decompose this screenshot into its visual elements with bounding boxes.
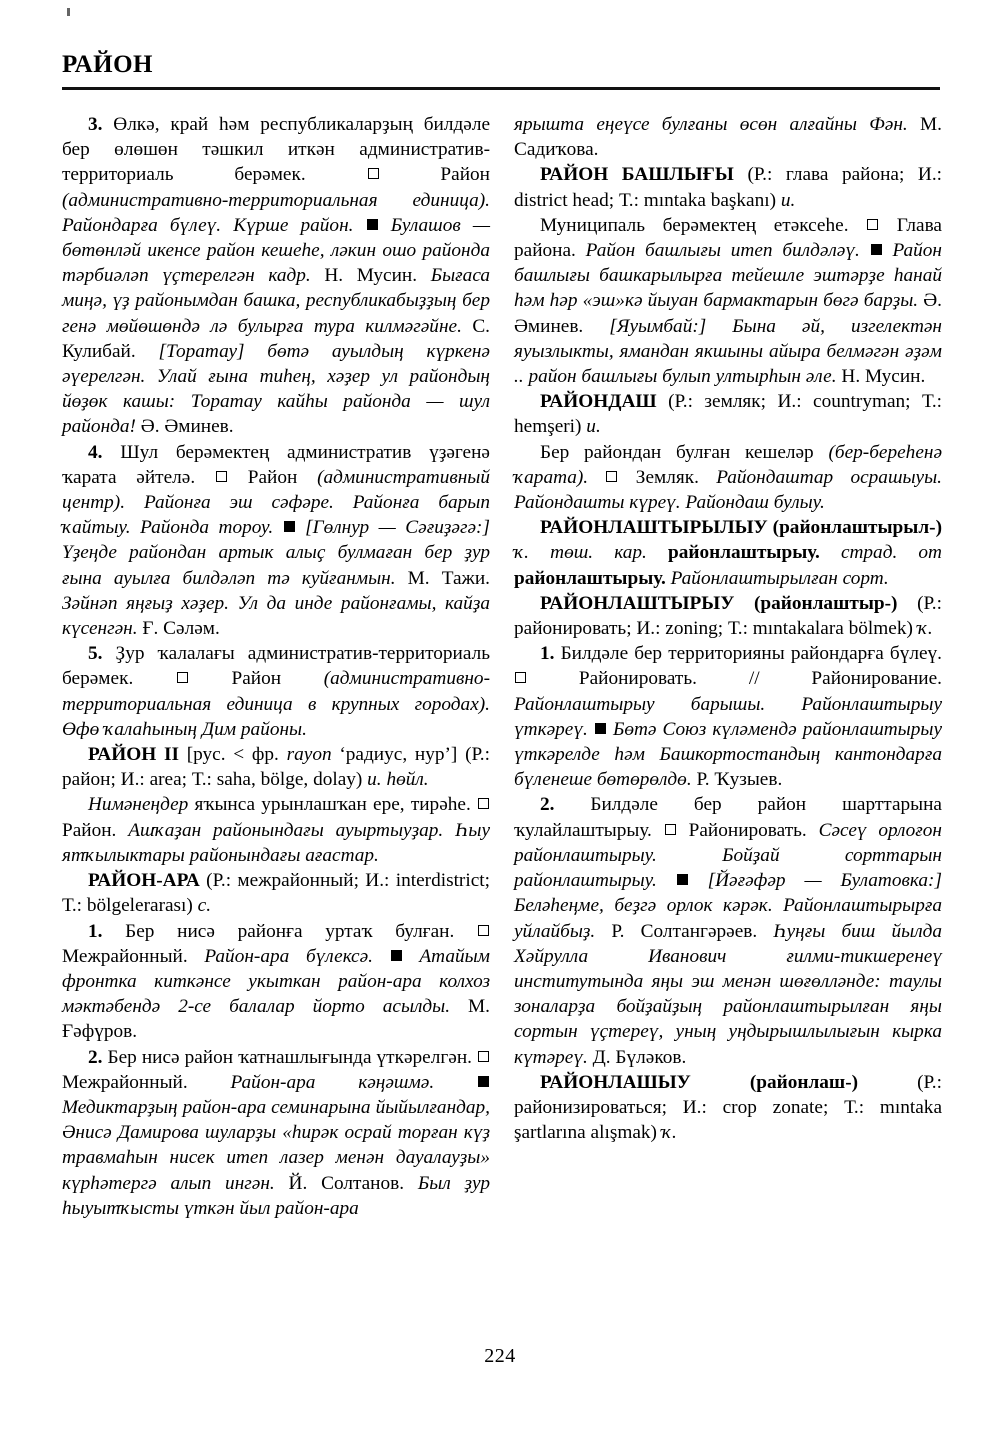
carryover-paragraph (514, 112, 942, 162)
sense-number: 1. (540, 643, 555, 665)
sense-definition: Билдәле бер территорияны райондарға бүлеү. (560, 643, 942, 665)
open-square-marker (515, 672, 526, 683)
sense-gloss-italic: Район-ара кәңәшмә. (230, 1071, 435, 1093)
entry-sense-3: 3. Өлкә, край һәм республикаларҙың билдәле бер өлөшөн тәшкил иткән административ-территориаль берәмек. Район (административно-территориальная единица). Райондарға бүлеү. Күрше район. Булашов — бөтөнләй икенсе район кешеһе, ләкин ошо районда тәрбиәләп үҫтерелгән кадр. Н. Мусин. Бығаса миңә, үҙ районымдан башка, республикабыҙҙың бер генә мөйөшөндә лә булырға тура килмәгәйне. С. Кулибай. [Торатау] бөтә ауылдың күркенә әүерелгән. Улай ғына тиһең, хәҙер ул райондың йөҙөк кашы: Торатау кайһы районда — шул районда! Ә. Әминев. (62, 114, 491, 438)
page-number: 224 (484, 1345, 516, 1367)
sense-number: 5. (88, 643, 103, 665)
filled-square-marker (871, 244, 882, 255)
citation-author: Р. Ҡузыев. (696, 769, 783, 791)
entry-rayonlashyu (514, 1070, 942, 1146)
entry-rayonlashtyryu-sense-1: 1. Билдәле бер территорияны райондарға бүлеү. Районировать. // Районирование. Районлаштырыу барышы. Районлаштырыу үткәреү. Бөтә Союз күләмендә районлаштырыу үткәрелде һәм Башкортостандың кантондарға бүленеше бөтөрөлдө. Р. Ҡузыев. (514, 643, 942, 791)
open-square-marker (665, 824, 676, 835)
cross-reference: районлаштырыу. (668, 542, 820, 564)
entry-sense-5: 5. Ҙур ҡалалағы административ-территориаль берәмек. Район (административно-территориальная единица в крупных городах). Өфө ҡалаһының Дим районы. (62, 643, 491, 740)
entry-rayon-ara (62, 868, 490, 918)
part-of-speech: ҡ. (661, 1122, 677, 1144)
sense-definition: Билдәле бер район шарттарына ҡулайлаштырыу. (514, 794, 942, 841)
sense-definition: Бер нисә район ҡатнашлығында үткәрелгән. (107, 1046, 472, 1068)
headword: РАЙОНЛАШЫУ (540, 1071, 691, 1093)
example: Районлаштырылған сорт. (670, 567, 889, 589)
definition-qualifier: (бер-береһенә ҡарата). (514, 441, 942, 488)
sense-number: 2. (88, 1046, 103, 1068)
citation-author-1: М. Тажи. (407, 567, 491, 589)
open-square-marker (177, 672, 188, 683)
citation-author-1: Н. Мусин. (324, 265, 418, 287)
citation-author-2: С. Кулибай. (62, 315, 490, 362)
sense-gloss-italic: Райондаштар осрашыуы. Райондашты күреү. Райондаш булыу. (514, 466, 942, 514)
russian-cross-reference: районлаштырыу. (514, 567, 666, 589)
headword-stem: (районлаштыр-) (753, 592, 898, 614)
carryover-citation: ярышта еңеүсе булғаны өсөн алғайны Фән. (514, 114, 908, 135)
russian-grammar-label: страд. от (840, 542, 942, 564)
entry-rayonlashtyryu (514, 591, 942, 641)
citation-1: Булашов — бөтөнләй икенсе район кешеһе, ләкин ошо районда тәрбиәләп үҫтерелгән кадр. (62, 214, 491, 287)
headword: РАЙОН II (88, 744, 179, 766)
citation: Атайым фронтка киткәнсе укыткан район-ара колхоз мәктәбендә 2-се балалар йорто асылды. (62, 945, 490, 1018)
sense-gloss-italic: Районлаштырыу барышы. Районлаштырыу үткәреү. (514, 693, 942, 740)
sense-definition: Өлкә, край һәм республикаларҙың билдәле бер өлөшөн тәшкил иткән административ-территориаль берәмек. (62, 114, 490, 186)
scan-artifact-speck (67, 8, 70, 16)
headword: РАЙОНЛАШТЫРЫЛЫУ (540, 517, 768, 539)
entry-rayon-ara-sense-2: 2. Бер нисә район ҡатнашлығында үткәрелгән. Межрайонный. Район-ара кәңәшмә. Медиктарҙың район-ара семинарына йыйылғандар, Әнисә Дамирова шуларҙы «һирәк осрай торған күҙ травмаһын нисек итеп лазер менән дауалауҙы» күрһәтергә алып ингән. Й. Солтанов. Был ҙур һыуытҡысты үткән йыл район-ара (62, 1046, 490, 1219)
citation-author: Й. Солтанов. (288, 1172, 405, 1194)
headword-stem: (районлаш-) (749, 1071, 859, 1093)
sense-number: 1. (88, 920, 103, 942)
part-of-speech: и. (780, 189, 796, 211)
citation-2: Бығаса миңә, үҙ районымдан башка, республикабыҙҙың бер генә мөйөшөндә лә булырға тура килмәгәйне. (62, 265, 491, 337)
sense-definition: Шул берәмектең административ үҙәгенә ҡарата әйтелә. (62, 441, 490, 488)
entry-rayondash (514, 389, 942, 439)
etymology-source-word: rayon (286, 744, 332, 766)
sense-number: 4. (88, 441, 103, 463)
sense-number: 3. (88, 114, 103, 135)
entry-rayonlashtyrylyu (514, 515, 942, 591)
citation-2: Зәйнәп яңғыҙ хәҙер. Ул да инде районғамы, кайҙа күсенгән. (62, 592, 490, 640)
citation-author-1: Ә. Әминев. (514, 290, 942, 337)
citation-3: [Торатау] бөтә ауылдың күркенә әүерелгән. Улай ғына тиһең, хәҙер ул райондың йөҙөк кашы: Торатау кайһы районда — шул районда! (62, 340, 490, 438)
headword: РАЙОНДАШ (540, 391, 657, 413)
open-square-marker (216, 471, 227, 482)
citation: Бөтә Союз күләмендә районлаштырыу үткәрелде һәм Башкортостандың кантондарға бүленеше бөтөрөлдө. (514, 718, 942, 791)
filled-square-marker (367, 219, 378, 230)
sense-gloss-italic: (административный центр). Районға эш сәфәре. Районға барып ҡайтыу. Районда тороу. (62, 466, 490, 539)
part-of-speech: с. (197, 895, 212, 917)
entry-rayon-bashlygy-sense: Муниципаль берәмектең етәксеһе. Глава района. Район башлығы итеп билдәләү. Район башлығы башкарылырға тейешле эштәрҙе һанай һәм һәр «эш»кә йыуан бармактарын бөгә барҙы. Ә. Әминев. [Яуымбай:] Бына әй, изгелектән яуызлыкты, ямандан якшыны айыра белмәгән әҙәм .. район башлығы булып ултырһын әле. Н. Мусин. (514, 214, 942, 388)
left-column (62, 112, 490, 1221)
filled-square-marker (284, 521, 295, 532)
part-of-speech: и. (586, 416, 601, 438)
page-header (62, 52, 942, 90)
sense-gloss-italic: Район-ара бүлексә. (204, 945, 373, 967)
citation-author-3: Ә. Әминев. (140, 416, 234, 438)
citation-author: М. Ғәфүров. (62, 996, 490, 1043)
sense-definition: Ҙур ҡалалағы административ-территориаль берәмек. (62, 643, 491, 690)
entry-rayonlashtyryu-sense-2: 2. Билдәле бер район шарттарына ҡулайлаштырыу. Районировать. Сәсеү орлоғон районлаштырыу. Бойҙай сорттарын районлаштырыу. [Йәғәфәр — Булатовка:] Беләһеңме, беҙгә орлок кәрәк. Районлаштырырға уйлайбыҙ. Р. Солтангәрәев. Һуңғы биш йылда Хәйрулла Иванович ғилми-тикшеренеү институтында яңы эш менән шөғөлләнде: таулы зоналарҙа бойҙайҙың районлаштырылған яңы сортын үҫтереү, уның уңдырышлылығын кырка күтәреү. Д. Бүләков. (514, 794, 942, 1068)
filled-square-marker (391, 950, 402, 961)
open-square-marker (606, 471, 617, 482)
citation: Медиктарҙың район-ара семинарына йыйылғандар, Әнисә Дамирова шуларҙы «һирәк осрай торған күҙ травмаһын нисек итеп лазер менән дауалауҙы» күрһәтергә алып ингән. (62, 1096, 490, 1194)
citation-author-1: Р. Солтангәрәев. (611, 920, 758, 942)
citation-1: [Гөлнур — Сәғиҙәгә:] Үҙеңде райондан артык алыҫ булмаған бер ҙур ғына ауылға билдәләп тә куйғанмын. (62, 517, 490, 589)
citation-continued: Был ҙур һыуытҡысты үткән йыл район-ара (62, 1172, 490, 1219)
sense-gloss-italic: Район башлығы итеп билдәләү. (585, 240, 860, 262)
citation-author-2: Н. Мусин. (841, 366, 926, 388)
open-square-marker (368, 168, 379, 179)
entry-sense-4: 4. Шул берәмектең административ үҙәгенә ҡарата әйтелә. Район (административный центр). Районға эш сәфәре. Районға барып ҡайтыу. Районда тороу. [Гөлнур — Сәғиҙәгә:] Үҙеңде райондан артык алыҫ булмаған бер ҙур ғына ауылға билдәләп тә куйғанмын. М. Тажи. Зәйнәп яңғыҙ хәҙер. Ул да инде районғамы, кайҙа күсенгән. Ғ. Сәләм. (62, 441, 491, 640)
entry-rayondash-sense: Бер райондан булған кешеләр (бер-береһенә ҡарата). Земляк. Райондаштар осрашыуы. Райондашты күреү. Райондаш булыу. (514, 441, 942, 514)
translations: (Р.: межрайонный; И.: interdistrict; Т.: bölgelerarası) (62, 870, 490, 917)
translations: (Р.: район; И.: area; Т.: saha, bölge, dolay) (62, 744, 490, 791)
sense-number: 2. (540, 794, 555, 816)
sense-definition: Бер нисә районға уртаҡ булған. (125, 920, 455, 942)
citation-1: [Йәғәфәр — Булатовка:] Беләһеңме, беҙгә орлок кәрәк. Районлаштырырға уйлайбыҙ. (514, 870, 942, 942)
open-square-marker (478, 798, 489, 809)
headword: РАЙОНЛАШТЫРЫУ (540, 592, 735, 614)
citation-2: [Яуымбай:] Бына әй, изгелектән яуызлыкты, ямандан якшыны айыра белмәгән әҙәм .. район башлығы булып ултырһын әле. (514, 315, 942, 388)
page-columns (62, 112, 942, 1221)
headword: РАЙОН БАШЛЫҒЫ (540, 164, 734, 186)
part-of-speech: и. (367, 769, 382, 791)
definition-lead: Нимәнеңдер (88, 794, 189, 816)
entry-rayon-bashlygy (514, 162, 942, 212)
open-square-marker (478, 925, 489, 936)
translations: (Р.: глава района; И.: district head; Т.: mıntaka başkanı) (514, 164, 943, 211)
open-square-marker (867, 219, 878, 230)
sense-gloss-italic: Сәсеү орлоғон районлаштырыу. Бойҙай сорттарын районлаштырыу. (514, 819, 942, 892)
grammar-label: төш. кар. (550, 542, 647, 564)
part-of-speech: ҡ. (514, 542, 529, 564)
citation-author-2: Д. Бүләков. (592, 1046, 687, 1068)
entry-rayon-ara-sense-1: 1. Бер нисә районға уртаҡ булған. Межрайонный. Район-ара бүлексә. Атайым фронтка киткәнсе укыткан район-ара колхоз мәктәбендә 2-се балалар йорто асылды. М. Ғәфүров. (62, 920, 490, 1043)
filled-square-marker (595, 723, 606, 734)
sense-definition: Муниципаль берәмектең етәксеһе. (540, 214, 849, 236)
header-divider (62, 87, 940, 90)
sense-gloss-italic: Ашҡаҙан районындағы ауыртыуҙар. Һыу ятҡылыктары районындағы ағастар. (62, 819, 491, 866)
sense-gloss-italic: (административно-территориальная единица в крупных городах). Өфө ҡалаһының Дим районы. (62, 668, 490, 740)
entry-rayon-2: РАЙОН II [рус. < фр. rayon ‘радиус, нур’] (Р.: район; И.: area; Т.: saha, bölge, dolay) и. һөйл. (62, 744, 490, 791)
running-head: РАЙОН (62, 51, 153, 78)
filled-square-marker (677, 874, 688, 885)
right-column (514, 112, 942, 1221)
part-of-speech: ҡ. (917, 618, 933, 640)
citation-author-2: Ғ. Сәләм. (142, 618, 220, 640)
carryover-author: М. Садиҡова. (514, 114, 942, 161)
headword-stem: (районлаштырыл-) (772, 517, 942, 539)
translations: (Р.: земляк; И.: countryman; Т.: hemşeri) (514, 391, 942, 438)
open-square-marker (478, 1051, 489, 1062)
sense-gloss-italic: (административно-территориальная единица). Райондарға бүлеү. Күрше район. (62, 189, 490, 236)
translations: (Р.: районизироваться; И.: crop zonate; Т.: mıntaka şartlarına alışmak) (514, 1071, 942, 1144)
filled-square-marker (478, 1076, 489, 1087)
usage-label: һөйл. (386, 769, 429, 791)
translations: (Р.: районировать; И.: zoning; Т.: mıntakalara bölmek) (514, 592, 942, 640)
citation-1: Район башлығы башкарылырға тейешле эштәрҙе һанай һәм һәр «эш»кә йыуан бармактарын бөгә барҙы. (514, 240, 942, 312)
citation-2: Һуңғы биш йылда Хәйрулла Иванович ғилми-тикшеренеү институтында яңы эш менән шөғөлләнде: таулы зоналарҙа бойҙайҙың районлаштырылған яңы сортын үҫтереү, уның уңдырышлылығын кырка күтәреү. (514, 920, 942, 1068)
entry-rayon-2-sense: Нимәнеңдер яҡынса урынлашҡан ере, тирәһе. Район. Ашҡаҙан районындағы ауыртыуҙар. Һыу ятҡылыктары районындағы ағастар. (62, 794, 491, 866)
headword: РАЙОН-АРА (88, 870, 200, 892)
